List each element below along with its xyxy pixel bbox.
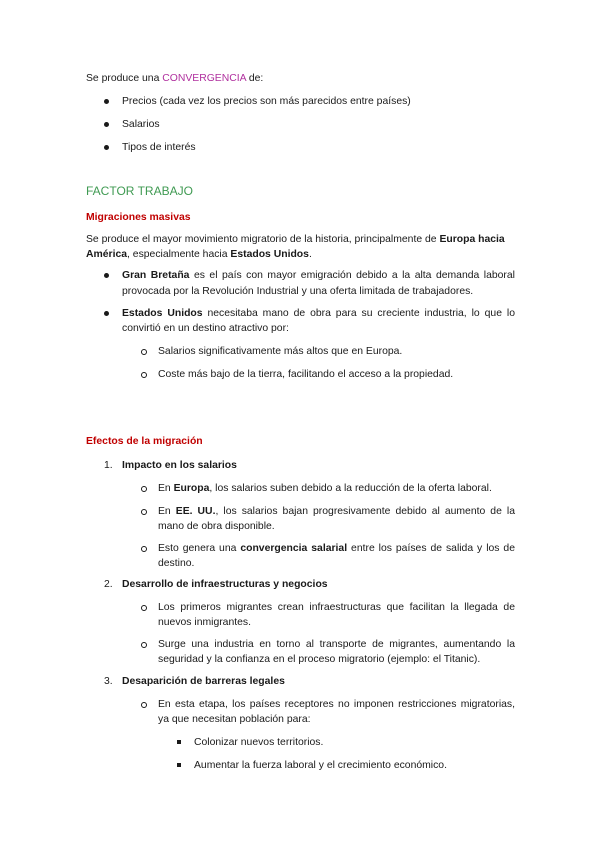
list-item: Surge una industria en torno al transporte de migrantes, aumentando la — [158, 639, 515, 650]
bullet-circle-icon — [141, 486, 147, 492]
list-number: 3. — [104, 676, 113, 687]
paragraph-line: convirtió en un destino atractivo por: — [122, 323, 289, 334]
bullet-circle-icon — [141, 372, 147, 378]
bullet-circle-icon — [141, 605, 147, 611]
paragraph-text: entre los países de salida y los de — [347, 543, 515, 554]
paragraph-text: , especialmente hacia — [127, 249, 231, 260]
list-number: 1. — [104, 460, 113, 471]
paragraph-text: En — [158, 506, 176, 517]
paragraph-line: provocada por la Revolución Industrial y una oferta limitada de trabajadores. — [122, 286, 474, 297]
bold-text: convergencia salarial — [240, 543, 348, 554]
paragraph-line — [86, 233, 505, 246]
bullet-square-icon — [177, 740, 181, 744]
bold-text: América — [86, 249, 128, 260]
bullet-disc-icon — [104, 145, 109, 150]
list-item — [158, 482, 492, 495]
bold-text: Estados Unidos — [122, 308, 203, 319]
paragraph-text: , los salarios suben debido a la reducción de la oferta laboral. — [209, 483, 492, 494]
bullet-disc-icon — [104, 99, 109, 104]
intro-text-end: de: — [245, 73, 264, 84]
paragraph-line: seguridad y la confianza en el proceso migratorio (ejemplo: el Titanic). — [158, 654, 481, 665]
bullet-circle-icon — [141, 546, 147, 552]
list-item: Aumentar la fuerza laboral y el crecimiento económico. — [194, 760, 447, 771]
list-item-estados-unidos — [122, 307, 515, 320]
list-item: Los primeros migrantes crean infraestructuras que facilitan la llegada de — [158, 602, 515, 613]
paragraph-text: . — [308, 249, 312, 260]
bold-text: Gran Bretaña — [122, 270, 190, 281]
bullet-disc-icon — [104, 273, 109, 278]
paragraph-line: nuevos inmigrantes. — [158, 617, 251, 628]
paragraph-text: necesitaba mano de obra para su creciente industria, lo que lo — [202, 308, 515, 319]
list-item — [158, 505, 515, 518]
list-item: Colonizar nuevos territorios. — [194, 737, 324, 748]
list-item: Precios (cada vez los precios son más parecidos entre países) — [122, 96, 411, 107]
list-item: Tipos de interés — [122, 142, 196, 153]
list-item — [158, 542, 515, 555]
paragraph-text: Se produce el mayor movimiento migratorio de la historia, principalmente de — [86, 234, 440, 245]
bullet-circle-icon — [141, 509, 147, 515]
list-item: Salarios — [122, 119, 160, 130]
bullet-circle-icon — [141, 349, 147, 355]
paragraph-line — [86, 248, 312, 261]
bullet-disc-icon — [104, 122, 109, 127]
bullet-disc-icon — [104, 311, 109, 316]
bold-text: Europa — [173, 483, 210, 494]
bold-text: EE. UU. — [175, 506, 216, 517]
section-title: FACTOR TRABAJO — [86, 184, 193, 198]
numbered-item-title: Desarrollo de infraestructuras y negocios — [122, 579, 328, 590]
paragraph-line: mano de obra disponible. — [158, 521, 275, 532]
paragraph-line: ya que necesitan población para: — [158, 714, 311, 725]
paragraph-text: , los salarios bajan progresivamente debido al aumento de la — [215, 506, 515, 517]
bullet-square-icon — [177, 763, 181, 767]
list-number: 2. — [104, 579, 113, 590]
bold-text: Estados Unidos — [230, 249, 309, 260]
paragraph-text: En — [158, 483, 174, 494]
paragraph-line: destino. — [158, 558, 195, 569]
list-item: Salarios significativamente más altos que en Europa. — [158, 346, 403, 357]
convergence-keyword: CONVERGENCIA — [162, 73, 246, 84]
numbered-item-title: Impacto en los salarios — [122, 460, 237, 471]
bold-text: Europa hacia — [439, 234, 505, 245]
paragraph-text: Esto genera una — [158, 543, 241, 554]
list-item: En esta etapa, los países receptores no imponen restricciones migratorias, — [158, 699, 515, 710]
numbered-item-title: Desaparición de barreras legales — [122, 676, 285, 687]
paragraph-text: es el país con mayor emigración debido a la alta demanda laboral — [189, 270, 515, 281]
bullet-circle-icon — [141, 702, 147, 708]
bullet-circle-icon — [141, 642, 147, 648]
intro-text: Se produce una — [86, 73, 163, 84]
subsection-title: Efectos de la migración — [86, 436, 203, 447]
intro-line — [86, 72, 263, 85]
list-item-gran-bretana — [122, 269, 515, 282]
list-item: Coste más bajo de la tierra, facilitando el acceso a la propiedad. — [158, 369, 454, 380]
subsection-title: Migraciones masivas — [86, 212, 191, 223]
